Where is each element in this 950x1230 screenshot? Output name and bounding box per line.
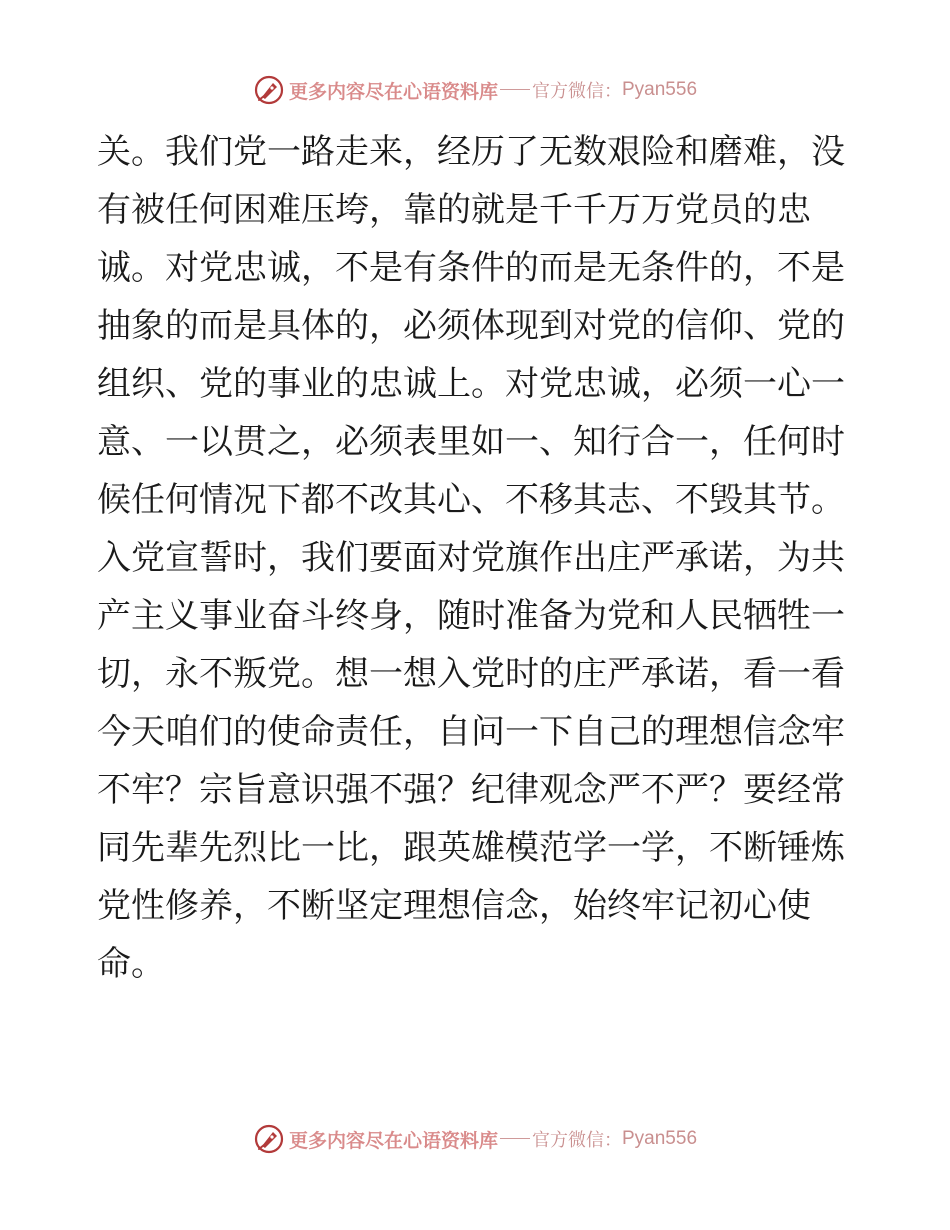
text-line: 不牢？宗旨意识强不强？纪律观念严不严？要经常 [97, 770, 845, 810]
text-line: 有被任何困难压垮，靠的就是千千万万党员的忠 [97, 190, 811, 230]
header-watermark-title: 更多内容尽在心语资料库 [288, 80, 498, 103]
document-body [97, 123, 857, 993]
footer-watermark-title: 更多内容尽在心语资料库 [288, 1129, 498, 1152]
footer-watermark [0, 1122, 950, 1156]
text-line: 命。 [97, 944, 165, 984]
text-line: 意、一以贯之，必须表里如一、知行合一，任何时 [97, 422, 845, 462]
header-watermark-separator [500, 89, 530, 90]
text-line: 关。我们党一路走来，经历了无数艰险和磨难，没 [97, 132, 845, 172]
header-watermark-label: 官方微信： [532, 81, 622, 102]
text-line: 候任何情况下都不改其心、不移其志、不毁其节。 [97, 480, 845, 520]
footer-watermark-label: 官方微信： [532, 1130, 622, 1151]
text-line: 党性修养，不断坚定理想信念，始终牢记初心使 [97, 886, 811, 926]
header-watermark [0, 73, 950, 107]
text-line: 组织、党的事业的忠诚上。对党忠诚，必须一心一 [97, 364, 845, 404]
text-line: 诚。对党忠诚，不是有条件的而是无条件的，不是 [97, 248, 845, 288]
text-line: 产主义事业奋斗终身，随时准备为党和人民牺牲一 [97, 596, 845, 636]
footer-watermark-id: Pyan556 [622, 1128, 698, 1149]
text-line: 同先辈先烈比一比，跟英雄模范学一学，不断锤炼 [97, 828, 845, 868]
text-line: 切，永不叛党。想一想入党时的庄严承诺，看一看 [97, 654, 845, 694]
pen-nib-circle-icon [253, 74, 285, 106]
text-line: 抽象的而是具体的，必须体现到对党的信仰、党的 [97, 306, 845, 346]
footer-watermark-separator [500, 1138, 530, 1139]
text-line: 今天咱们的使命责任，自问一下自己的理想信念牢 [97, 712, 845, 752]
pen-nib-circle-icon [253, 1123, 285, 1155]
header-watermark-id: Pyan556 [622, 79, 698, 100]
text-line: 入党宣誓时，我们要面对党旗作出庄严承诺，为共 [97, 538, 845, 578]
